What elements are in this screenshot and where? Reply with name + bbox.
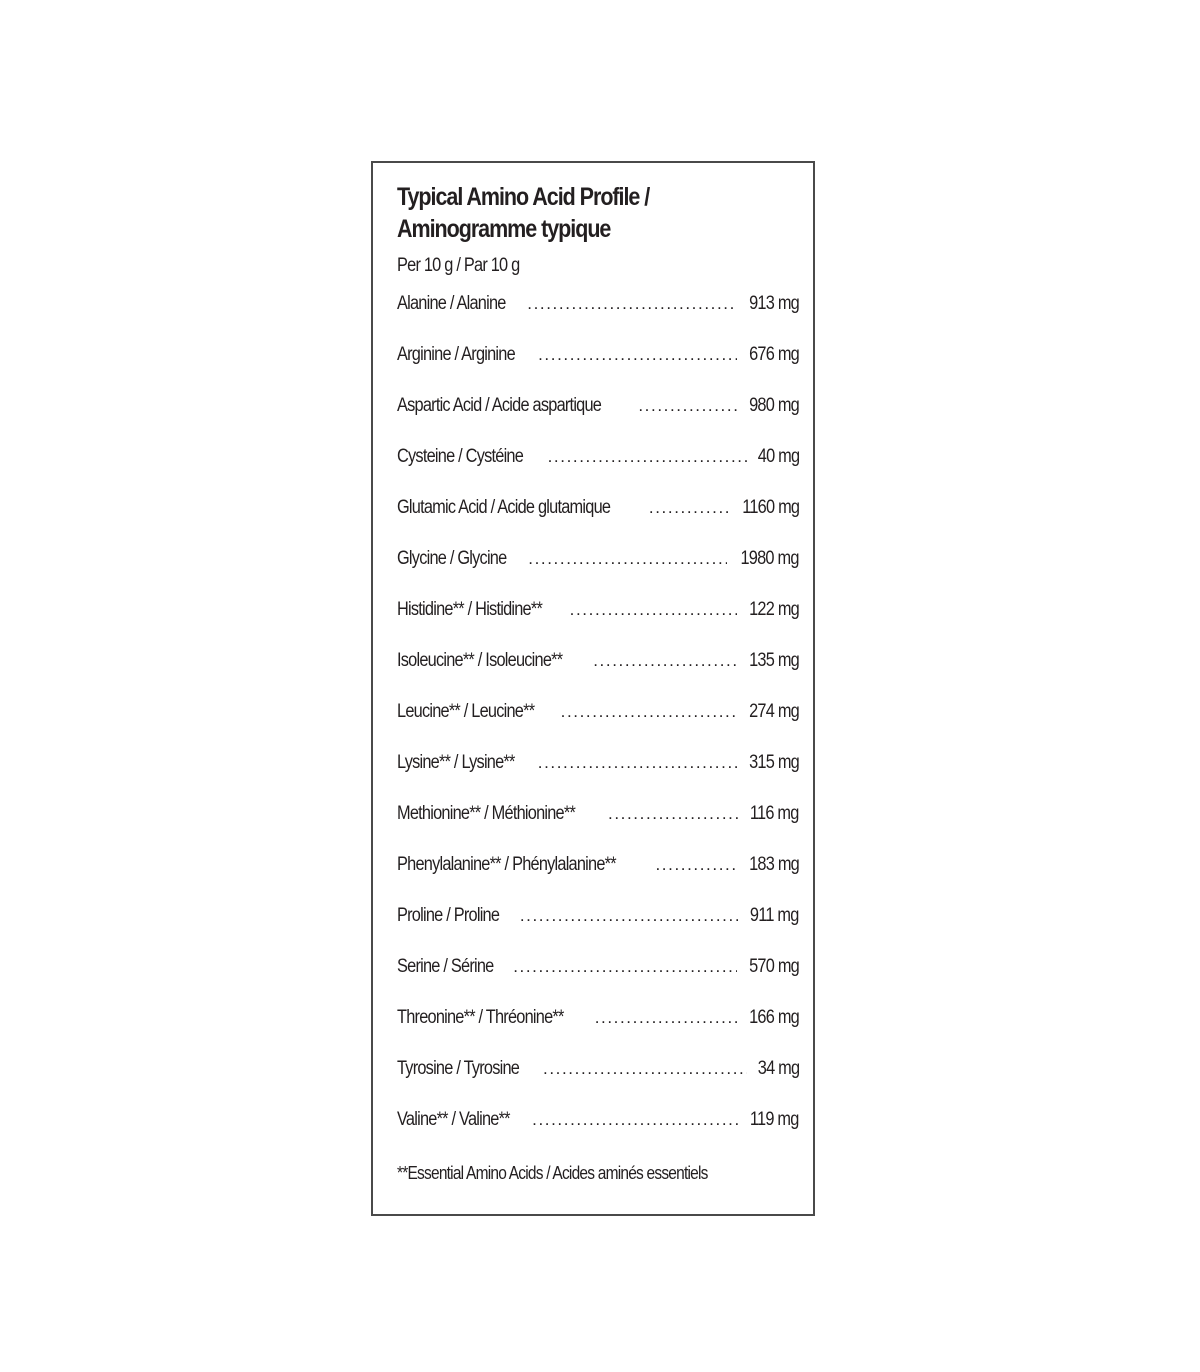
amino-acid-name: Serine / Sérine: [397, 956, 494, 977]
dot-leader: [593, 651, 737, 671]
amino-acid-row: [397, 1109, 799, 1135]
amino-acid-row: [397, 854, 799, 880]
serving-size-label: Per 10 g / Par 10 g: [397, 255, 520, 276]
dot-leader: [538, 345, 737, 365]
amino-acid-name: Arginine / Arginine: [397, 344, 515, 365]
amino-acid-name: Methionine** / Méthionine**: [397, 803, 576, 824]
dot-leader: [561, 702, 737, 722]
amino-acid-profile-panel: [371, 161, 815, 1216]
amino-acid-name: Glycine / Glycine: [397, 548, 507, 569]
panel-title: [397, 181, 649, 245]
dot-leader: [548, 447, 747, 467]
amino-acid-value: 1160 mg: [742, 497, 799, 518]
amino-acid-row: [397, 1007, 799, 1033]
amino-acid-value: 40 mg: [757, 446, 799, 467]
amino-acid-name: Valine** / Valine**: [397, 1109, 510, 1130]
amino-acid-name: Histidine** / Histidine**: [397, 599, 543, 620]
amino-acid-name: Tyrosine / Tyrosine: [397, 1058, 520, 1079]
amino-acid-name: Alanine / Alanine: [397, 293, 506, 314]
amino-acid-row: [397, 293, 799, 319]
dot-leader: [638, 396, 737, 416]
dot-leader: [532, 1110, 738, 1130]
dot-leader: [513, 957, 737, 977]
dot-leader: [527, 294, 737, 314]
amino-acid-name: Leucine** / Leucine**: [397, 701, 535, 722]
amino-acid-value: 980 mg: [749, 395, 799, 416]
amino-acid-value: 911 mg: [750, 905, 799, 926]
title-line-english: Typical Amino Acid Profile /: [397, 183, 650, 211]
dot-leader: [543, 1059, 747, 1079]
amino-acid-row: [397, 344, 799, 370]
amino-acid-value: 913 mg: [749, 293, 799, 314]
title-line-french: Aminogramme typique: [397, 215, 611, 243]
dot-leader: [655, 855, 737, 875]
essential-amino-acids-footnote: **Essential Amino Acids / Acides aminés essentiels: [397, 1163, 708, 1183]
amino-acid-name: Cysteine / Cystéine: [397, 446, 524, 467]
amino-acid-value: 135 mg: [749, 650, 799, 671]
amino-acid-row: [397, 803, 799, 829]
amino-acid-name: Glutamic Acid / Acide glutamique: [397, 497, 611, 518]
amino-acid-row: [397, 395, 799, 421]
amino-acid-row: [397, 956, 799, 982]
amino-acid-value: 122 mg: [749, 599, 799, 620]
amino-acid-row: [397, 599, 799, 625]
amino-acid-value: 183 mg: [749, 854, 799, 875]
amino-acid-name: Proline / Proline: [397, 905, 500, 926]
amino-acid-value: 676 mg: [749, 344, 799, 365]
dot-leader: [528, 549, 727, 569]
dot-leader: [595, 1008, 737, 1028]
amino-acid-value: 166 mg: [749, 1007, 799, 1028]
amino-acid-name: Isoleucine** / Isoleucine**: [397, 650, 563, 671]
dot-leader: [649, 498, 729, 518]
amino-acid-row: [397, 701, 799, 727]
dot-leader: [538, 753, 737, 773]
amino-acid-name: Threonine** / Thréonine**: [397, 1007, 564, 1028]
amino-acid-row: [397, 650, 799, 676]
amino-acid-value: 570 mg: [749, 956, 799, 977]
amino-acid-value: 274 mg: [749, 701, 799, 722]
amino-acid-name: Aspartic Acid / Acide aspartique: [397, 395, 602, 416]
amino-acid-name: Phenylalanine** / Phénylalanine**: [397, 854, 616, 875]
amino-acid-value: 315 mg: [749, 752, 799, 773]
amino-acid-value: 119 mg: [750, 1109, 799, 1130]
dot-leader: [520, 906, 739, 926]
amino-acid-row: [397, 752, 799, 778]
amino-acid-value: 116 mg: [750, 803, 799, 824]
amino-acid-row: [397, 905, 799, 931]
amino-acid-row: [397, 497, 799, 523]
dot-leader: [570, 600, 737, 620]
dot-leader: [608, 804, 738, 824]
amino-acid-row: [397, 548, 799, 574]
amino-acid-name: Lysine** / Lysine**: [397, 752, 515, 773]
amino-acid-row: [397, 1058, 799, 1084]
amino-acid-value: 34 mg: [757, 1058, 799, 1079]
amino-acid-row: [397, 446, 799, 472]
amino-acid-value: 1980 mg: [740, 548, 799, 569]
